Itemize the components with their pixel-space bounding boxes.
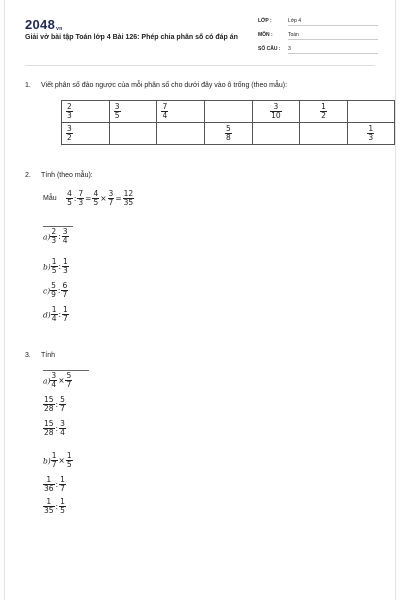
table-cell (109, 101, 157, 123)
site-logo[interactable]: 2048vn (25, 17, 63, 32)
fraction: $\frac{5}{8}$ (225, 123, 231, 142)
overline (43, 370, 89, 371)
exercise-item (43, 476, 66, 494)
fraction: $\frac{1}{35}$ (44, 497, 54, 516)
operator: : (58, 262, 62, 272)
operator: : (57, 286, 61, 296)
fraction: $\frac{4}{5}$ (93, 189, 99, 208)
fraction: $\frac{3}{4}$ (62, 227, 68, 246)
fraction: $\frac{7}{4}$ (162, 101, 168, 120)
exercise-item: a) $\frac{3}{4}$ × $\frac{5}{7}$ (43, 371, 72, 390)
exercise-item (43, 498, 66, 516)
fraction: $\frac{15}{28}$ (44, 419, 54, 438)
question-3: 3. Tính (25, 352, 56, 359)
table-cell[interactable] (205, 101, 252, 123)
fraction: $\frac{3}{4}$ (60, 419, 65, 438)
table-cell (300, 101, 347, 123)
reciprocal-table (61, 100, 395, 145)
table-cell (205, 123, 252, 145)
fraction: $\frac{1}{4}$ (51, 305, 57, 324)
table-cell[interactable] (347, 101, 394, 123)
fraction: $\frac{7}{3}$ (78, 189, 84, 208)
fraction: $\frac{1}{3}$ (368, 123, 374, 142)
exercise-item: d) $\frac{1}{4}$ : $\frac{1}{7}$ (43, 305, 68, 324)
exercise-item: b) $\frac{1}{5}$ : $\frac{1}{3}$ (43, 257, 68, 276)
operator: × (100, 194, 107, 204)
exercise-item (43, 420, 66, 438)
meta-class: LỚP : Lớp 4 (258, 18, 378, 26)
fraction: $\frac{1}{3}$ (63, 257, 68, 276)
operator: : (58, 232, 61, 242)
document-title: Giải vở bài tập Toán lớp 4 Bài 126: Phép chia phân số có đáp án (25, 34, 238, 41)
meta-subject: MÔN : Toán (258, 32, 378, 40)
operator: : (55, 400, 59, 410)
exercise-item: b) $\frac{1}{7}$ × $\frac{1}{5}$ (43, 451, 72, 470)
fraction: $\frac{3}{2}$ (67, 123, 72, 142)
fraction: $\frac{3}{7}$ (108, 189, 114, 208)
table-cell[interactable] (109, 123, 157, 145)
operator: : (55, 480, 59, 490)
fraction: $\frac{1}{2}$ (321, 101, 326, 120)
table-cell (157, 101, 205, 123)
fraction: $\frac{1}{7}$ (51, 451, 57, 470)
meta-question-count: SỐ CÂU : 3 (258, 46, 378, 54)
fraction: $\frac{1}{5}$ (51, 257, 57, 276)
page (4, 0, 396, 600)
fraction: $\frac{1}{7}$ (63, 305, 68, 324)
table-row (62, 101, 395, 123)
table-row (62, 123, 395, 145)
fraction: $\frac{2}{3}$ (67, 101, 72, 120)
fraction: $\frac{3}{10}$ (271, 101, 281, 120)
fraction: $\frac{12}{35}$ (123, 189, 134, 208)
fraction: $\frac{5}{7}$ (60, 395, 65, 414)
fraction: $\frac{5}{9}$ (51, 281, 56, 300)
fraction: $\frac{1}{7}$ (60, 475, 65, 494)
operator: = (115, 194, 122, 204)
operator: : (58, 310, 62, 320)
sample-expression: Mẫu $\frac{4}{5}$ : $\frac{7}{3}$ = $\frac{4}{5}$ × $\frac{3}{7}$ = $\frac{12}{35}$ (43, 189, 134, 208)
fraction: $\frac{4}{5}$ (67, 189, 72, 208)
table-cell[interactable] (157, 123, 205, 145)
table-cell (62, 123, 110, 145)
fraction: $\frac{1}{36}$ (44, 475, 54, 494)
table-cell (62, 101, 110, 123)
table-cell[interactable] (252, 123, 300, 145)
fraction: $\frac{6}{7}$ (62, 281, 68, 300)
header-divider (25, 65, 375, 66)
fraction: $\frac{15}{28}$ (44, 395, 54, 414)
fraction: $\frac{5}{7}$ (66, 371, 72, 390)
operator: : (73, 194, 77, 204)
fraction: $\frac{2}{3}$ (51, 227, 57, 246)
operator: : (55, 502, 59, 512)
table-cell (347, 123, 394, 145)
operator: × (58, 376, 65, 386)
fraction: $\frac{1}{5}$ (60, 497, 65, 516)
operator: × (58, 456, 65, 466)
operator: : (55, 424, 59, 434)
fraction: $\frac{3}{5}$ (114, 101, 120, 120)
question-1: 1. Viết phân số đảo ngược của mỗi phân số cho dưới đây vào ô trống (theo mẫu): (25, 82, 288, 89)
fraction: $\frac{3}{4}$ (51, 371, 57, 390)
table-cell[interactable] (300, 123, 347, 145)
exercise-item: a) $\frac{2}{3}$ : $\frac{3}{4}$ (43, 227, 68, 246)
operator: = (85, 194, 92, 204)
fraction: $\frac{1}{5}$ (66, 451, 72, 470)
exercise-item (43, 396, 66, 414)
question-2: 2. Tính (theo mẫu): (25, 172, 93, 179)
overline (43, 226, 73, 227)
exercise-item: c) $\frac{5}{9}$ : $\frac{6}{7}$ (43, 281, 68, 300)
table-cell (252, 101, 300, 123)
